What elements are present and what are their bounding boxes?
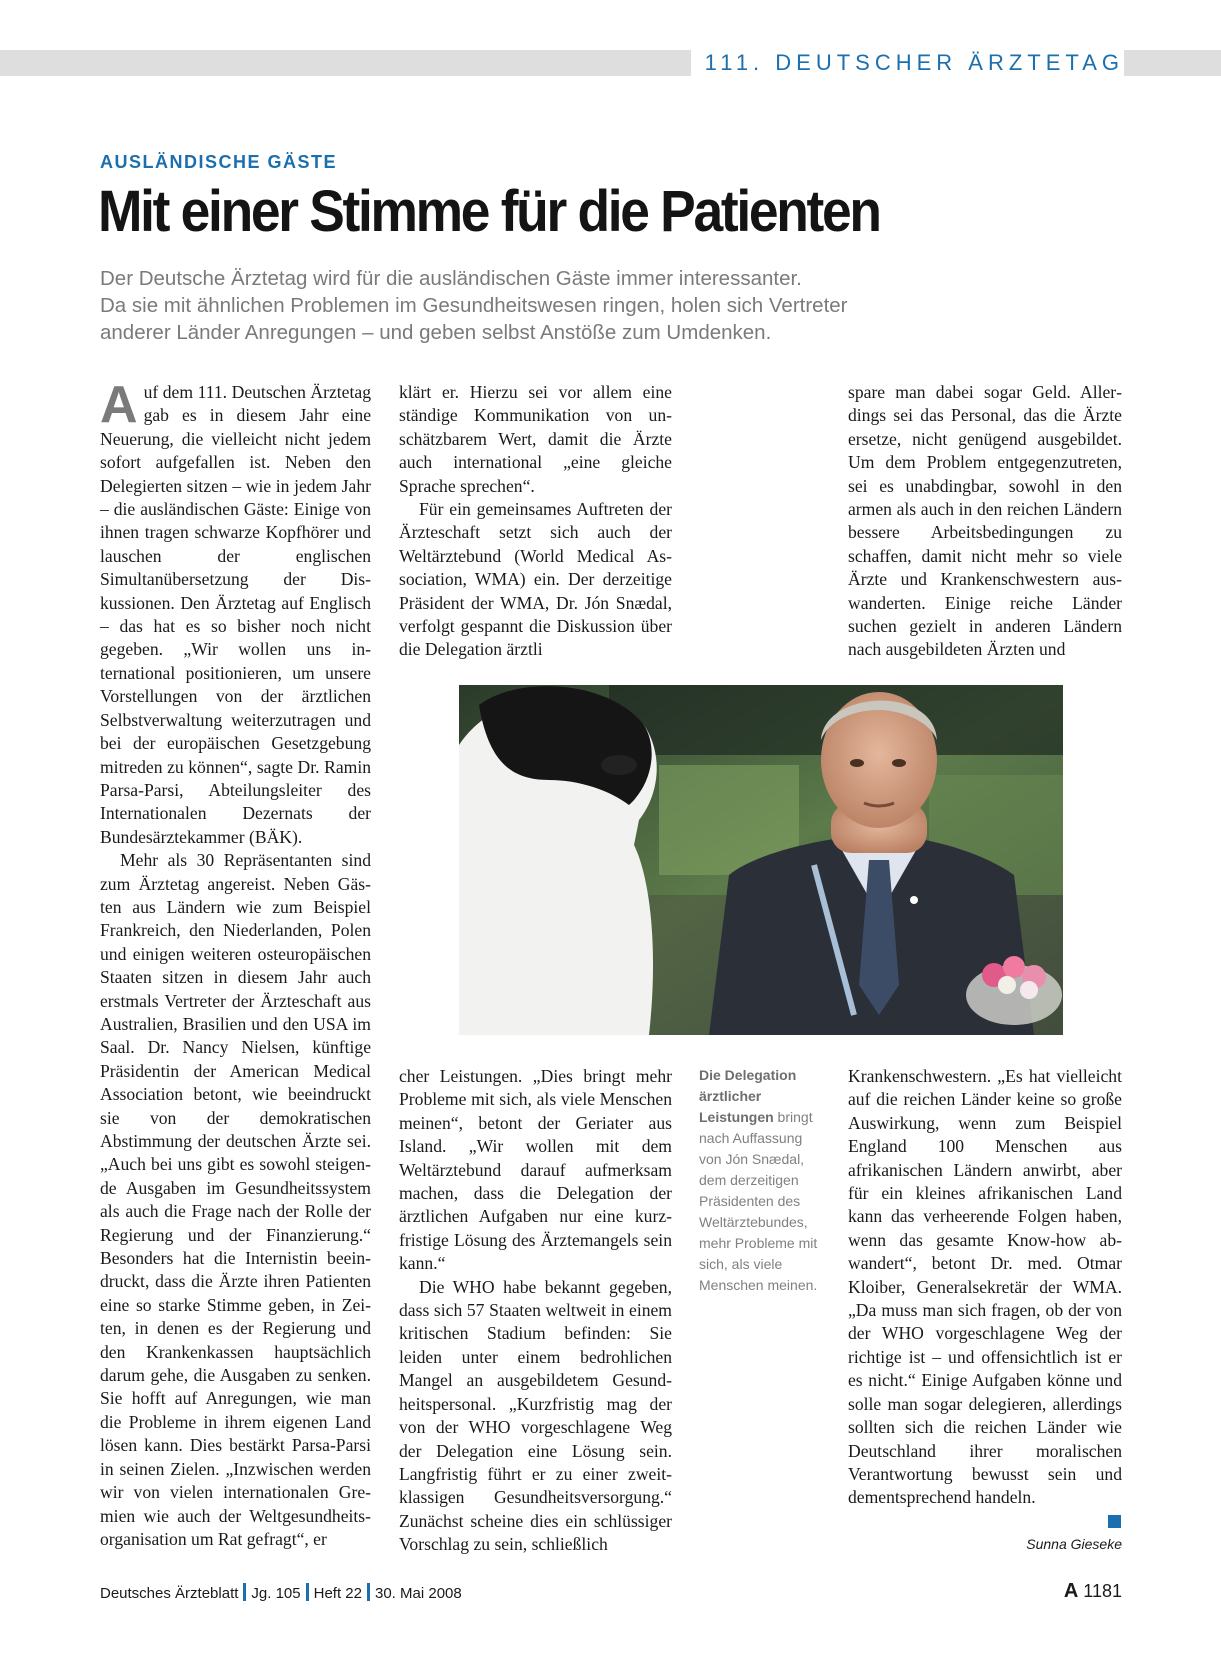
body-paragraph: spare man dabei sogar Geld. Allerdings sei das Personal, das die Ärzte ersetze, nicht genügend ausgebildet. Um dem Problem entgegenzutreten, sei es unabdingbar, sowohl in den armen als auch in den reichen Ländern bessere Arbeitsbedingungen zu schaffen, damit nicht mehr so viele Ärzte und Krankenschwestern auswanderten. Einige reiche Länder suchen gezielt in anderen Ländern nach ausgebildeten Ärzten und: [848, 382, 1122, 660]
article-photo: [459, 685, 1063, 1035]
body-column-2-bottom: [399, 1065, 672, 1555]
body-paragraph: cher Leistungen. „Dies bringt mehr Probleme mit sich, als viele Menschen meinen“, betont der Geriater aus Island. „Wir wollen mit dem Weltärztebund darauf aufmerksam machen, dass die Delegation der ärztlichen Aufgaben nur eine kurzfristige Lösung des Ärztemangels sein kann.“: [399, 1066, 672, 1274]
photo-illustration: [459, 685, 1063, 1035]
footer-separator: [367, 1583, 370, 1601]
body-paragraph: Die WHO habe bekannt gegeben, dass sich 57 Staaten weltweit in einem kritischen Stadium befinden: Sie leiden unter einem bedrohlichen Mangel an ausgebildetem Gesundheitspersonal. „Kurzfristig mag der von der WHO vorgeschlagene Weg der Delegation eine Lösung sein. Langfristig führt er zu einer zweitklassigen Gesundheitsversorgung.“ Zunächst scheine dies ein schlüssiger Vorschlag zu sein, schließlich: [399, 1276, 672, 1555]
body-column-3-top: [848, 381, 1122, 664]
article-lede: [100, 265, 1000, 346]
footer-separator: [243, 1583, 246, 1601]
caption-lead: Die Delegation ärztlicher Leistungen: [699, 1067, 797, 1125]
article-headline: Mit einer Stimme für die Patienten: [98, 179, 880, 244]
page-number: [1064, 1580, 1122, 1603]
body-column-2-top: [399, 381, 672, 664]
footer-separator: [306, 1583, 309, 1601]
issue: Heft 22: [313, 1585, 362, 1602]
page-number-value: 1181: [1083, 1581, 1122, 1601]
publication-name: Deutsches Ärzteblatt: [100, 1585, 239, 1602]
caption-text: bringt nach Auffassung von Jón Snædal, dem derzeitigen Präsidenten des Weltärztebundes, mehr Probleme mit sich, als viele Menschen meinen.: [699, 1109, 818, 1293]
body-paragraph: Krankenschwestern. „Es hat vielleicht auf die reichen Länder keine so große Auswirkung, wenn zum Beispiel England 100 Menschen aus afrikanischen Ländern anwirbt, aber für ein kleines afrikanischen Land kann das verheerende Folgen haben, wenn das gesamte Know-how abwandert“, betont Dr. med. Otmar Kloiber, Generalsekretär der WMA. „Da muss man sich fragen, ob der von der WHO vorgeschlagene Weg der richtige ist – und offensichtlich ist er es nicht.“ Einige Aufgaben könne und solle man sogar delegieren, allerdings sollten sich die reichen Länder wie Deutschland ihrer moralischen Verantwortung bewusst sein und dementsprechend handeln.: [848, 1066, 1122, 1508]
lede-line: anderer Länder Anregungen – und geben selbst Anstöße zum Umdenken.: [100, 321, 772, 344]
author-name: Sunna Gieseke: [1026, 1536, 1122, 1552]
lede-line: Der Deutsche Ärztetag wird für die ausländischen Gäste immer interessanter.: [100, 267, 802, 290]
body-paragraph: klärt er. Hierzu sei vor allem eine ständige Kommunikation von unschätzbarem Wert, damit die Ärzte auch international „eine gleiche Sprache sprechen“.: [399, 382, 672, 496]
body-paragraph: Mehr als 30 Repräsentanten sind zum Ärztetag angereist. Neben Gästen aus Ländern wie zum Beispiel Frankreich, den Niederlanden, Polen und einigen weiteren osteuropäischen Staaten sitzen in diesem Jahr auch erstmals Vertreter der Ärzteschaft aus Australien, Brasilien und den USA im Saal. Dr. Nancy Nielsen, künftige Präsidentin der American Medical Association betont, wie beeindruckt sie von der demokratischen Abstimmung der deutschen Ärzte sei. „Auch bei uns gibt es sowohl steigende Ausgaben im Gesundheitssystem als auch die Frage nach der Rolle der Regierung und der Finanzierung.“ Besonders hat die Internistin beeindruckt, dass die Ärzte ihren Patienten eine so starke Stimme geben, in Zeiten, in denen es der Regierung und den Krankenkassen hauptsächlich darum gehe, die Ausgaben zu senken. Sie hofft auf Anregungen, wie man die Probleme in ihrem eigenen Land lösen kann. Dies bestärkt Parsa-Parsi in seinen Zielen. „Inzwischen werden wir von vielen internationalen Gremien wie auch der Weltgesundheitsorganisation um Rat gefragt“, er: [100, 850, 371, 1549]
lede-line: Da sie mit ähnlichen Problemen im Gesundheitswesen ringen, holen sich Vertreter: [100, 294, 848, 317]
body-column-3-bottom: [848, 1065, 1122, 1535]
article-kicker: AUSLÄNDISCHE GÄSTE: [100, 152, 338, 172]
issue-date: 30. Mai 2008: [375, 1585, 462, 1602]
volume: Jg. 105: [251, 1585, 301, 1602]
end-of-article-mark: [1108, 1515, 1121, 1528]
body-column-1: [100, 376, 371, 1549]
body-paragraph: Für ein gemeinsames Auftreten der Ärzteschaft setzt sich auch der Weltärztebund (World Medical Association, WMA) ein. Der derzeitige Präsident der WMA, Dr. Jón Snædal, verfolgt gespannt die Diskussion über die Delegation ärztli: [399, 499, 672, 660]
footer-publication: [100, 1583, 462, 1602]
photo-caption: [699, 1065, 827, 1296]
drop-cap: A: [100, 376, 138, 434]
page-prefix: A: [1063, 1580, 1079, 1602]
body-paragraph: uf dem 111. Deutschen Ärztetag gab es in diesem Jahr eine Neuerung, die vielleicht nicht jedem sofort aufgefallen ist. Neben den Delegierten sitzen – wie in jedem Jahr – die ausländischen Gäste: Einige von ihnen tragen schwarze Kopfhörer und lauschen der englischen Simultanübersetzung der Diskussionen. Den Ärztetag auf Englisch – das hat es so bisher noch nicht gegeben. „Wir wollen uns international positionieren, um unsere Vorstellungen von der ärztlichen Selbstverwaltung weiterzutragen und bei der europäischen Gesetzgebung mitreden zu können“, sagte Dr. Ramin Parsa-Parsi, Abteilungsleiter des Internationalen Dezernats der Bundesärztekammer (BÄK).: [100, 382, 371, 847]
section-title: 111. DEUTSCHER ÄRZTETAG: [691, 50, 1124, 76]
